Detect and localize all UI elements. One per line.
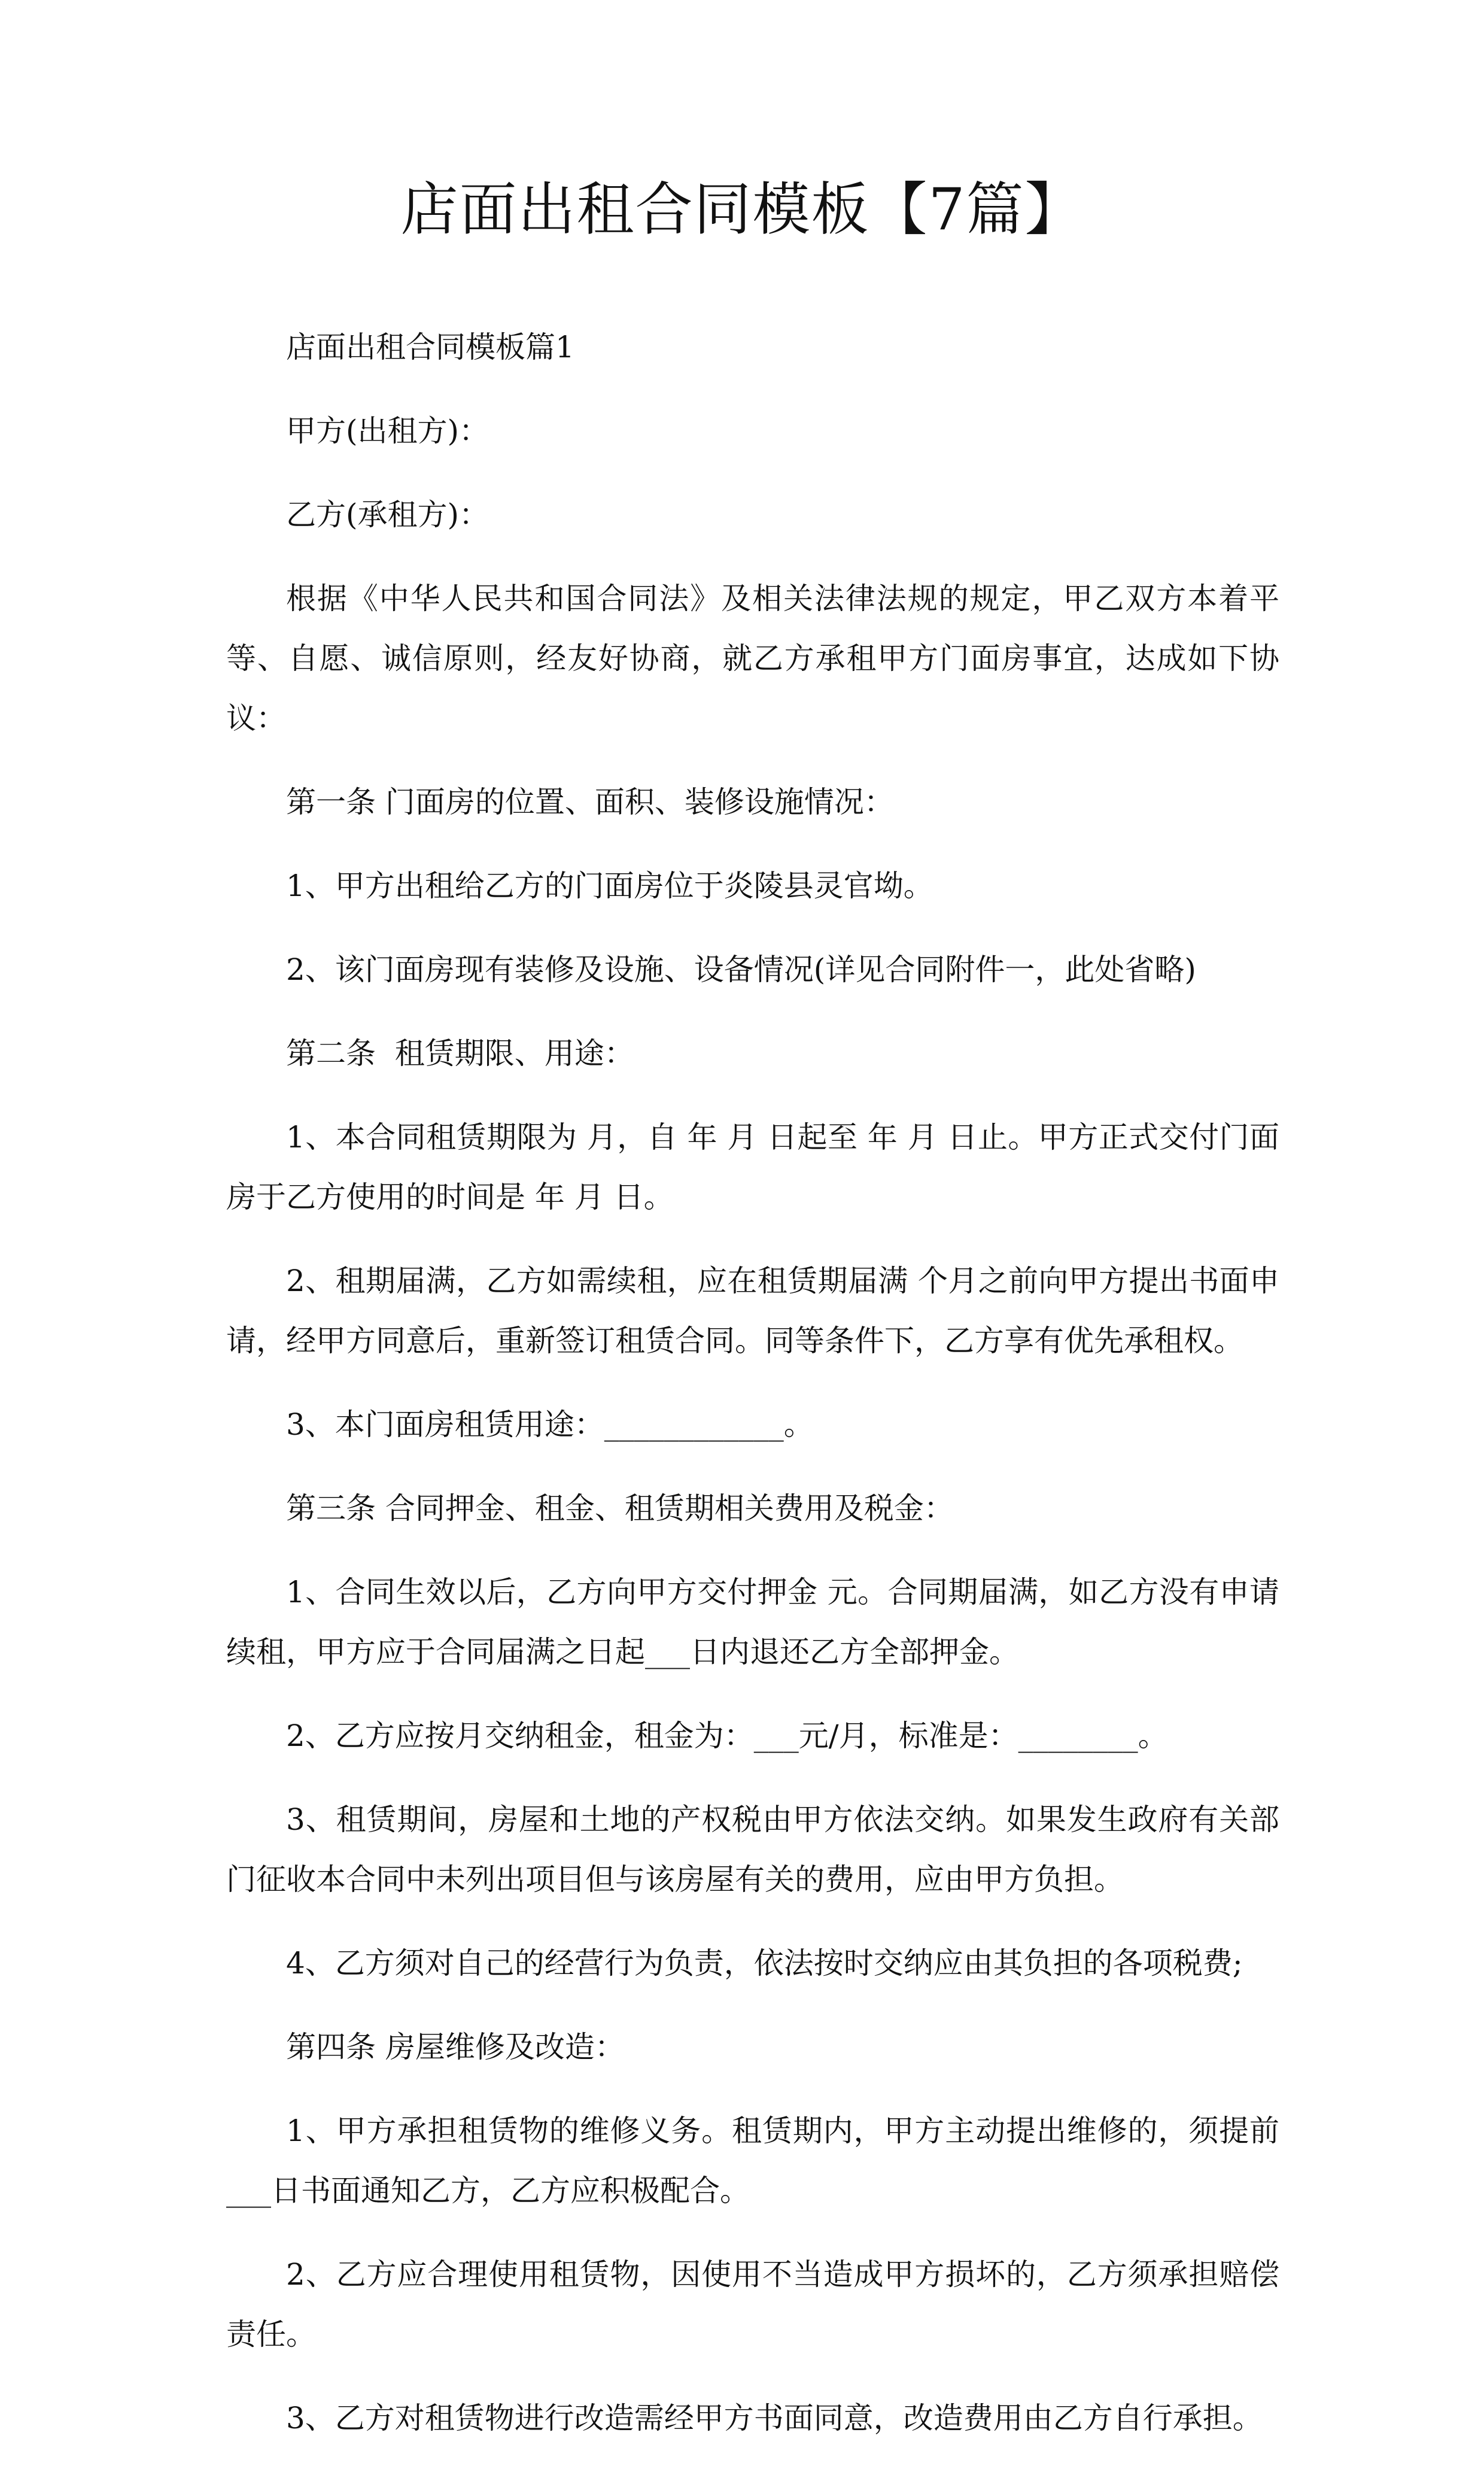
section-heading: 店面出租合同模板篇1: [286, 330, 574, 365]
article-1-item-2: 2、该门面房现有装修及设施、设备情况(详见合同附件一，此处省略): [286, 952, 1196, 987]
article-4-item-2: 2、乙方应合理使用租赁物，因使用不当造成甲方损坏的，乙方须承担赔偿责任。: [226, 2257, 1279, 2352]
article-4-item-1: 1、甲方承担租赁物的维修义务。租赁期内，甲方主动提出维修的，须提前___日书面通知乙方，乙方应积极配合。: [226, 2113, 1279, 2208]
document-title: 店面出租合同模板【7篇】: [400, 176, 1084, 243]
party-b-line: 乙方(承租方)：: [286, 497, 489, 532]
article-4-item-3: 3、乙方对租赁物进行改造需经甲方书面同意，改造费用由乙方自行承担。: [286, 2401, 1263, 2435]
article-4-heading: 第四条 房屋维修及改造：: [286, 2030, 625, 2064]
article-3-item-3: 3、租赁期间，房屋和土地的产权税由甲方依法交纳。如果发生政府有关部门征收本合同中未列出项目但与该房屋有关的费用，应由甲方负担。: [226, 1802, 1279, 1897]
article-3-item-1: 1、合同生效以后，乙方向甲方交付押金 元。合同期届满，如乙方没有申请续租，甲方应于合同届满之日起___日内退还乙方全部押金。: [226, 1575, 1279, 1669]
article-2-heading: 第二条 租赁期限、用途：: [286, 1036, 634, 1071]
document-body: [226, 317, 1279, 2472]
preamble-paragraph: 根据《中华人民共和国合同法》及相关法律法规的规定，甲乙双方本着平等、自愿、诚信原则，经友好协商，就乙方承租甲方门面房事宜，达成如下协议：: [226, 581, 1279, 736]
article-2-item-2: 2、租期届满，乙方如需续租，应在租赁期届满 个月之前向甲方提出书面申请，经甲方同意后，重新签订租赁合同。同等条件下，乙方享有优先承租权。: [226, 1264, 1279, 1358]
article-3-heading: 第三条 合同押金、租金、租赁期相关费用及税金：: [286, 1491, 954, 1526]
article-1-item-1: 1、甲方出租给乙方的门面房位于炎陵县灵官坳。: [286, 868, 933, 903]
party-a-line: 甲方(出租方)：: [286, 414, 489, 448]
article-2-item-1: 1、本合同租赁期限为 月，自 年 月 日起至 年 月 日止。甲方正式交付门面房于乙方使用的时间是 年 月 日。: [226, 1120, 1279, 1214]
article-1-heading: 第一条 门面房的位置、面积、装修设施情况：: [286, 785, 894, 819]
article-3-item-4: 4、乙方须对自己的经营行为负责，依法按时交纳应由其负担的各项税费;: [286, 1946, 1243, 1981]
article-3-item-2: 2、乙方应按月交纳租金，租金为：___元/月，标准是：________。: [286, 1718, 1168, 1753]
article-2-item-3: 3、本门面房租赁用途：____________。: [286, 1407, 814, 1442]
